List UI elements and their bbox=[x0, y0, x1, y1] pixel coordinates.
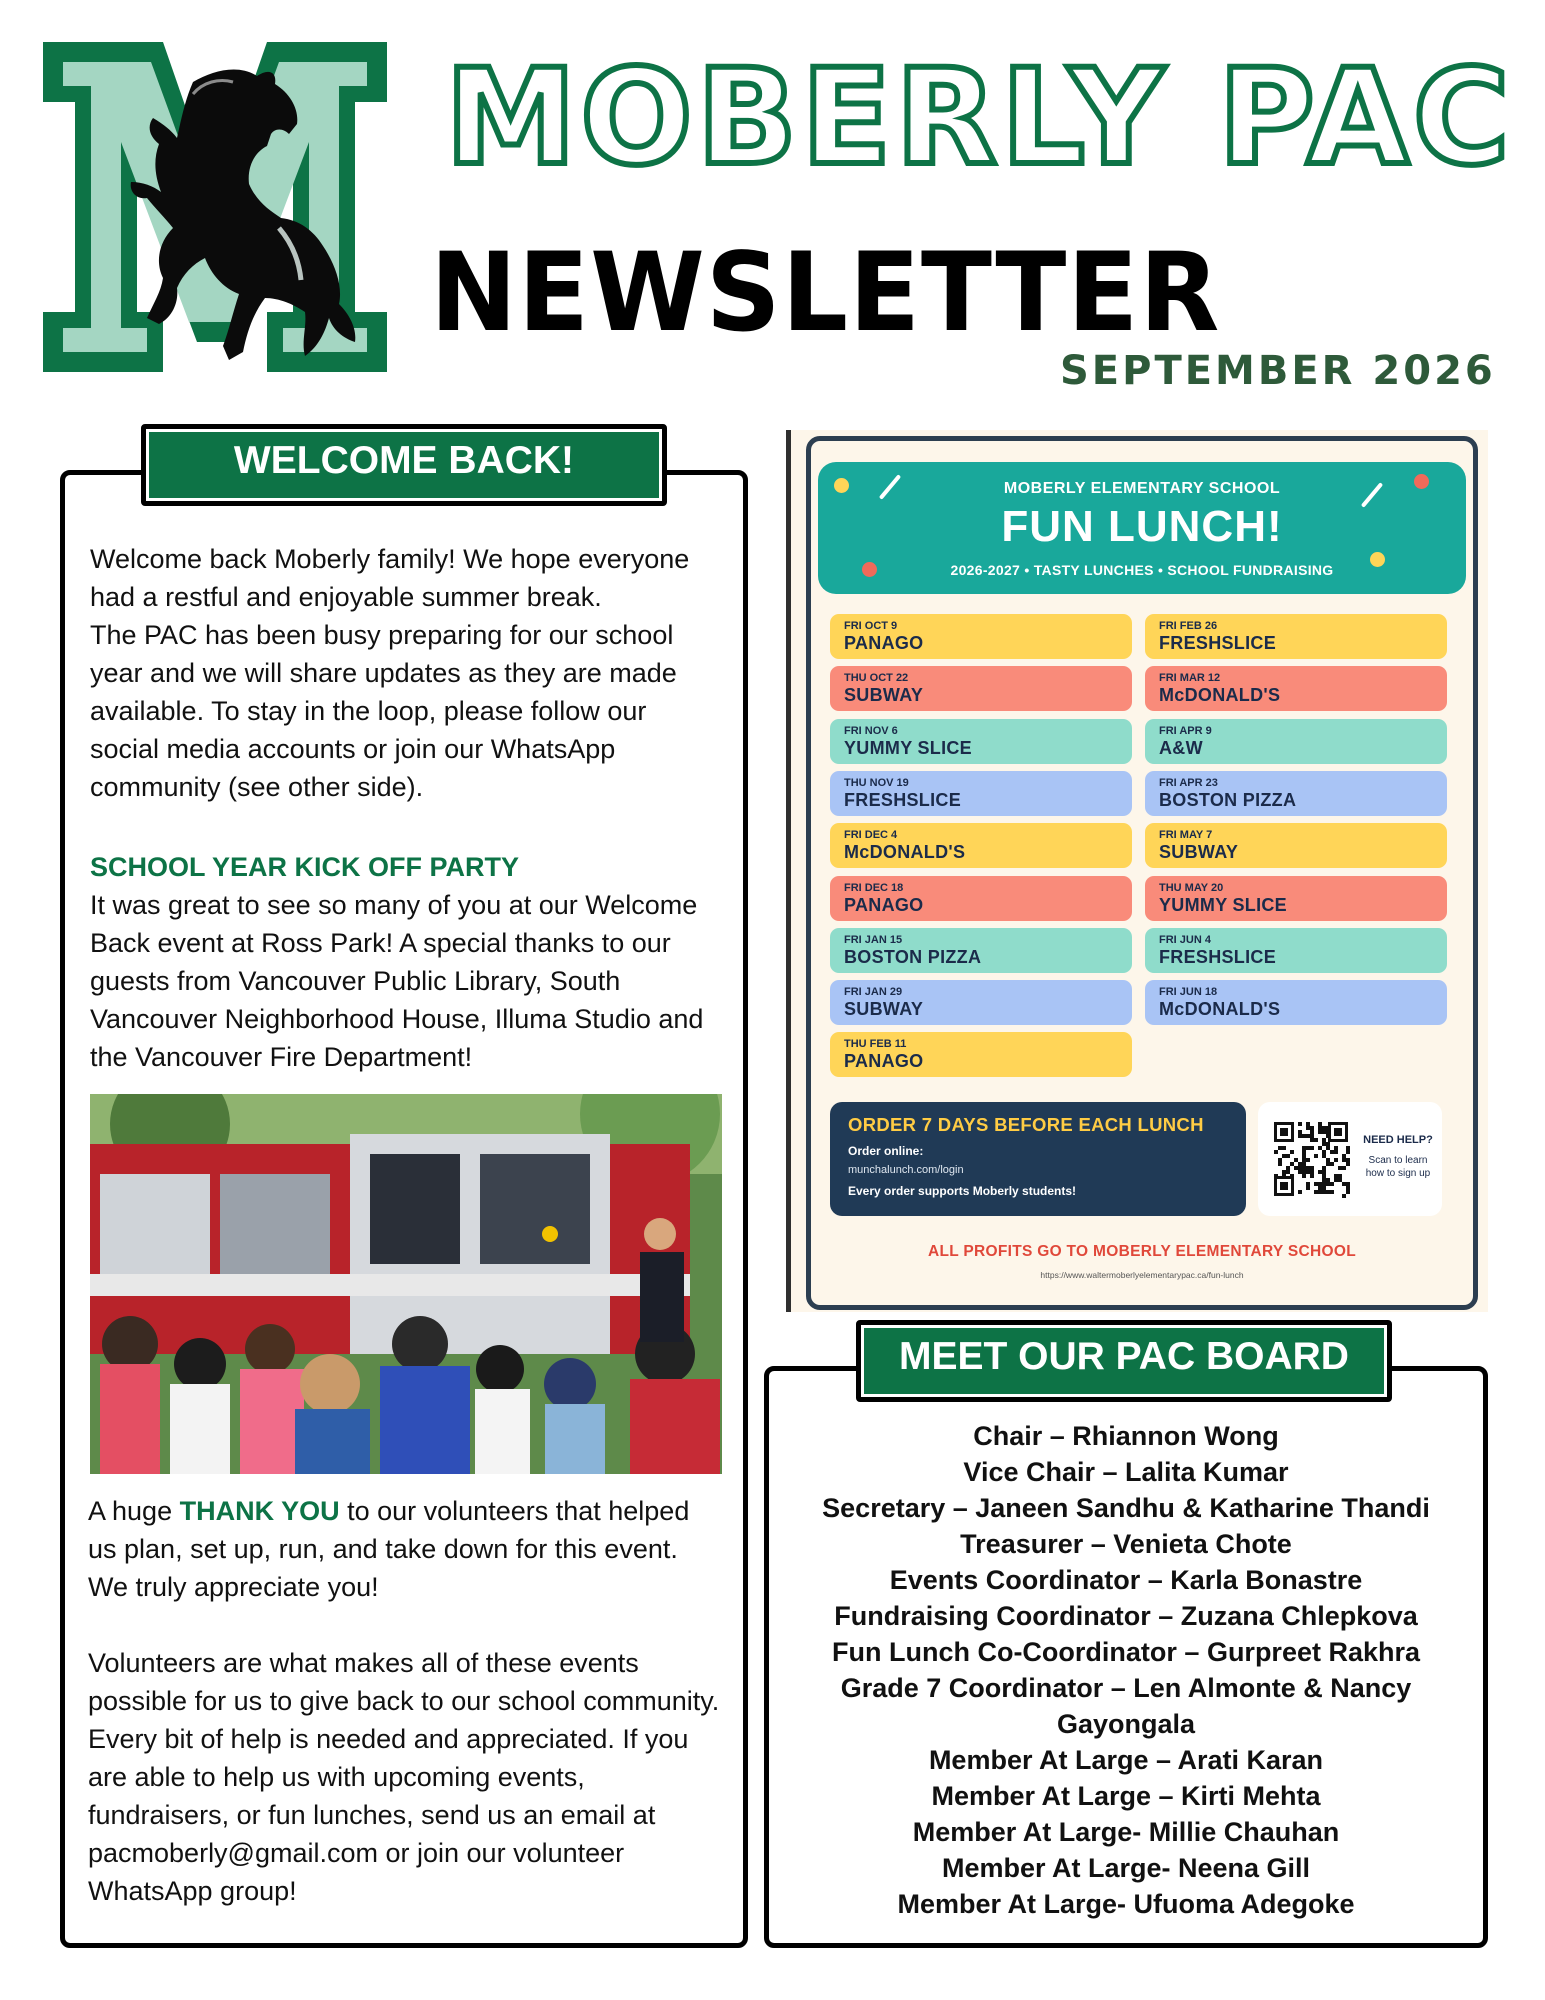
lunch-date: FRI JUN 4 bbox=[1159, 933, 1211, 946]
confetti-dot-icon bbox=[1414, 474, 1429, 489]
lunch-item bbox=[830, 1032, 1132, 1077]
lunch-item bbox=[830, 666, 1132, 711]
board-member: Vice Chair – Lalita Kumar bbox=[963, 1457, 1289, 1487]
help-text: Scan to learn how to sign up bbox=[1365, 1155, 1431, 1179]
lunch-vendor: SUBWAY bbox=[1159, 842, 1239, 863]
lunch-vendor: BOSTON PIZZA bbox=[1159, 789, 1297, 810]
newsletter-date: SEPTEMBER 2026 bbox=[1060, 348, 1496, 394]
poster-header bbox=[818, 462, 1466, 594]
lunch-vendor: FRESHSLICE bbox=[1159, 946, 1277, 967]
lunch-vendor: SUBWAY bbox=[844, 685, 924, 706]
lunch-date: FRI JUN 18 bbox=[1159, 986, 1218, 999]
poster-subtitle: 2026-2027 • TASTY LUNCHES • SCHOOL FUNDRAISING bbox=[950, 562, 1334, 578]
lunch-item bbox=[1145, 614, 1447, 659]
order-footer: Every order supports Moberly students! bbox=[848, 1184, 1077, 1198]
newsletter-subtitle: NEWSLETTER bbox=[430, 227, 1221, 357]
lunch-date: FRI NOV 6 bbox=[844, 724, 898, 737]
lunch-item bbox=[830, 614, 1132, 659]
board-member: Member At Large- Ufuoma Adegoke bbox=[897, 1889, 1355, 1919]
lunch-item bbox=[830, 719, 1132, 764]
lunch-date: THU OCT 22 bbox=[844, 672, 909, 685]
pac-board-tab-label: MEET OUR PAC BOARD bbox=[899, 1335, 1349, 1378]
board-member: Fun Lunch Co-Coordinator – Gurpreet Rakhra bbox=[831, 1637, 1421, 1667]
newsletter-title: MOBERLY PAC bbox=[445, 41, 1514, 195]
qr-code-icon[interactable] bbox=[1272, 1120, 1350, 1198]
board-member: Grade 7 Coordinator – Len Almonte & Nancy Gayongala bbox=[840, 1673, 1412, 1739]
board-member: Member At Large – Kirti Mehta bbox=[931, 1781, 1321, 1811]
help-title: NEED HELP? bbox=[1363, 1134, 1433, 1146]
lunch-date: FRI APR 23 bbox=[1159, 776, 1218, 789]
lunch-item bbox=[830, 928, 1132, 973]
lunch-date: FRI DEC 4 bbox=[844, 829, 898, 842]
lunch-item bbox=[1145, 980, 1447, 1025]
confetti-dot-icon bbox=[834, 478, 849, 493]
lunch-vendor: McDONALD'S bbox=[1159, 685, 1281, 706]
welcome-tab-label: WELCOME BACK! bbox=[233, 439, 575, 482]
lunch-date: FRI JAN 15 bbox=[844, 933, 903, 946]
lunch-vendor: YUMMY SLICE bbox=[1159, 894, 1287, 915]
welcome-intro: Welcome back Moberly family! We hope everyone had a restful and enjoyable summer break. The PAC has been busy preparing for our school year and we will share updates as they are made available. To stay in the loop, please follow our social media accounts or join our WhatsApp community (see other side). bbox=[90, 544, 690, 802]
lunch-item bbox=[1145, 771, 1447, 816]
lunch-item bbox=[1145, 823, 1447, 868]
fire-truck-event-photo bbox=[90, 1094, 722, 1474]
board-member: Chair – Rhiannon Wong bbox=[973, 1421, 1279, 1451]
profits-note: ALL PROFITS GO TO MOBERLY ELEMENTARY SCHOOL bbox=[928, 1243, 1356, 1260]
moberly-horse-m-logo bbox=[43, 42, 387, 372]
order-online-label: Order online: bbox=[848, 1144, 924, 1158]
confetti-dot-icon bbox=[862, 562, 877, 577]
lunch-item bbox=[1145, 928, 1447, 973]
board-member: Treasurer – Venieta Chote bbox=[960, 1529, 1292, 1559]
order-title: ORDER 7 DAYS BEFORE EACH LUNCH bbox=[848, 1114, 1204, 1135]
lunch-date: FRI MAR 12 bbox=[1159, 672, 1221, 685]
board-member: Fundraising Coordinator – Zuzana Chlepkova bbox=[834, 1601, 1418, 1631]
lunch-item bbox=[830, 980, 1132, 1025]
kickoff-text: It was great to see so many of you at our Welcome Back event at Ross Park! A special thanks to our guests from Vancouver Public Library, South Vancouver Neighborhood House, Illuma Studio and the Vancouver Fire Department! bbox=[90, 890, 704, 1072]
board-member: Events Coordinator – Karla Bonastre bbox=[889, 1565, 1363, 1595]
board-member: Member At Large- Neena Gill bbox=[941, 1853, 1311, 1883]
lunch-vendor: SUBWAY bbox=[844, 999, 924, 1020]
volunteer-text: Volunteers are what makes all of these events possible for us to give back to our school community. Every bit of help is needed and appreciated. If you are able to help us with upcoming events, fundraisers, or fun lunches, send us an email at pacmoberly@gmail.com or join our volunteer WhatsApp group! bbox=[88, 1648, 720, 1906]
lunch-vendor: PANAGO bbox=[844, 633, 924, 653]
welcome-tab bbox=[141, 424, 667, 506]
help-box bbox=[1258, 1102, 1442, 1216]
order-info-box bbox=[830, 1102, 1246, 1216]
lunch-vendor: McDONALD'S bbox=[844, 842, 966, 863]
poster-school: MOBERLY ELEMENTARY SCHOOL bbox=[1003, 480, 1281, 497]
lunch-item bbox=[830, 876, 1132, 921]
lunch-date: THU NOV 19 bbox=[844, 776, 909, 789]
thanks-prefix: A huge bbox=[88, 1496, 180, 1526]
order-url[interactable]: munchalunch.com/login bbox=[848, 1164, 964, 1176]
lunch-item bbox=[1145, 666, 1447, 711]
lunch-vendor: FRESHSLICE bbox=[1159, 633, 1277, 653]
lunch-date: THU FEB 11 bbox=[844, 1038, 907, 1051]
poster-title: FUN LUNCH! bbox=[1001, 502, 1283, 551]
thanks-highlight: THANK YOU bbox=[179, 1496, 340, 1526]
lunch-vendor: YUMMY SLICE bbox=[844, 737, 972, 758]
lunch-vendor: BOSTON PIZZA bbox=[844, 946, 982, 967]
lunch-vendor: PANAGO bbox=[844, 894, 924, 915]
lunch-vendor: PANAGO bbox=[844, 1051, 924, 1072]
lunch-vendor: McDONALD'S bbox=[1159, 999, 1281, 1020]
thanks-suffix: to our volunteers that helped us plan, set up, run, and take down for this event. We truly appreciate you! bbox=[88, 1496, 690, 1602]
board-member: Member At Large – Arati Karan bbox=[928, 1745, 1324, 1775]
kickoff-heading: SCHOOL YEAR KICK OFF PARTY bbox=[90, 852, 520, 882]
thanks-paragraph bbox=[88, 1492, 720, 1606]
confetti-dot-icon bbox=[1370, 552, 1385, 567]
lunch-item bbox=[1145, 876, 1447, 921]
board-member: Member At Large- Millie Chauhan bbox=[912, 1817, 1340, 1847]
lunch-date: FRI JAN 29 bbox=[844, 986, 903, 999]
lunch-vendor: A&W bbox=[1159, 737, 1203, 758]
lunch-item bbox=[830, 771, 1132, 816]
lunch-date: FRI DEC 18 bbox=[844, 881, 904, 894]
lunch-date: FRI OCT 9 bbox=[844, 620, 898, 632]
lunch-item bbox=[830, 823, 1132, 868]
lunch-vendor: FRESHSLICE bbox=[844, 789, 962, 810]
profits-url[interactable]: https://www.waltermoberlyelementarypac.ca/fun-lunch bbox=[1040, 1270, 1244, 1280]
pac-board-list bbox=[800, 1418, 1452, 1922]
lunch-date: FRI MAY 7 bbox=[1159, 829, 1213, 842]
lunch-date: FRI APR 9 bbox=[1159, 724, 1212, 737]
lunch-date: FRI FEB 26 bbox=[1159, 620, 1218, 632]
lunch-date: THU MAY 20 bbox=[1159, 881, 1224, 894]
board-member: Secretary – Janeen Sandhu & Katharine Thandi bbox=[822, 1493, 1430, 1523]
lunch-item bbox=[1145, 719, 1447, 764]
pac-board-tab bbox=[856, 1320, 1392, 1402]
